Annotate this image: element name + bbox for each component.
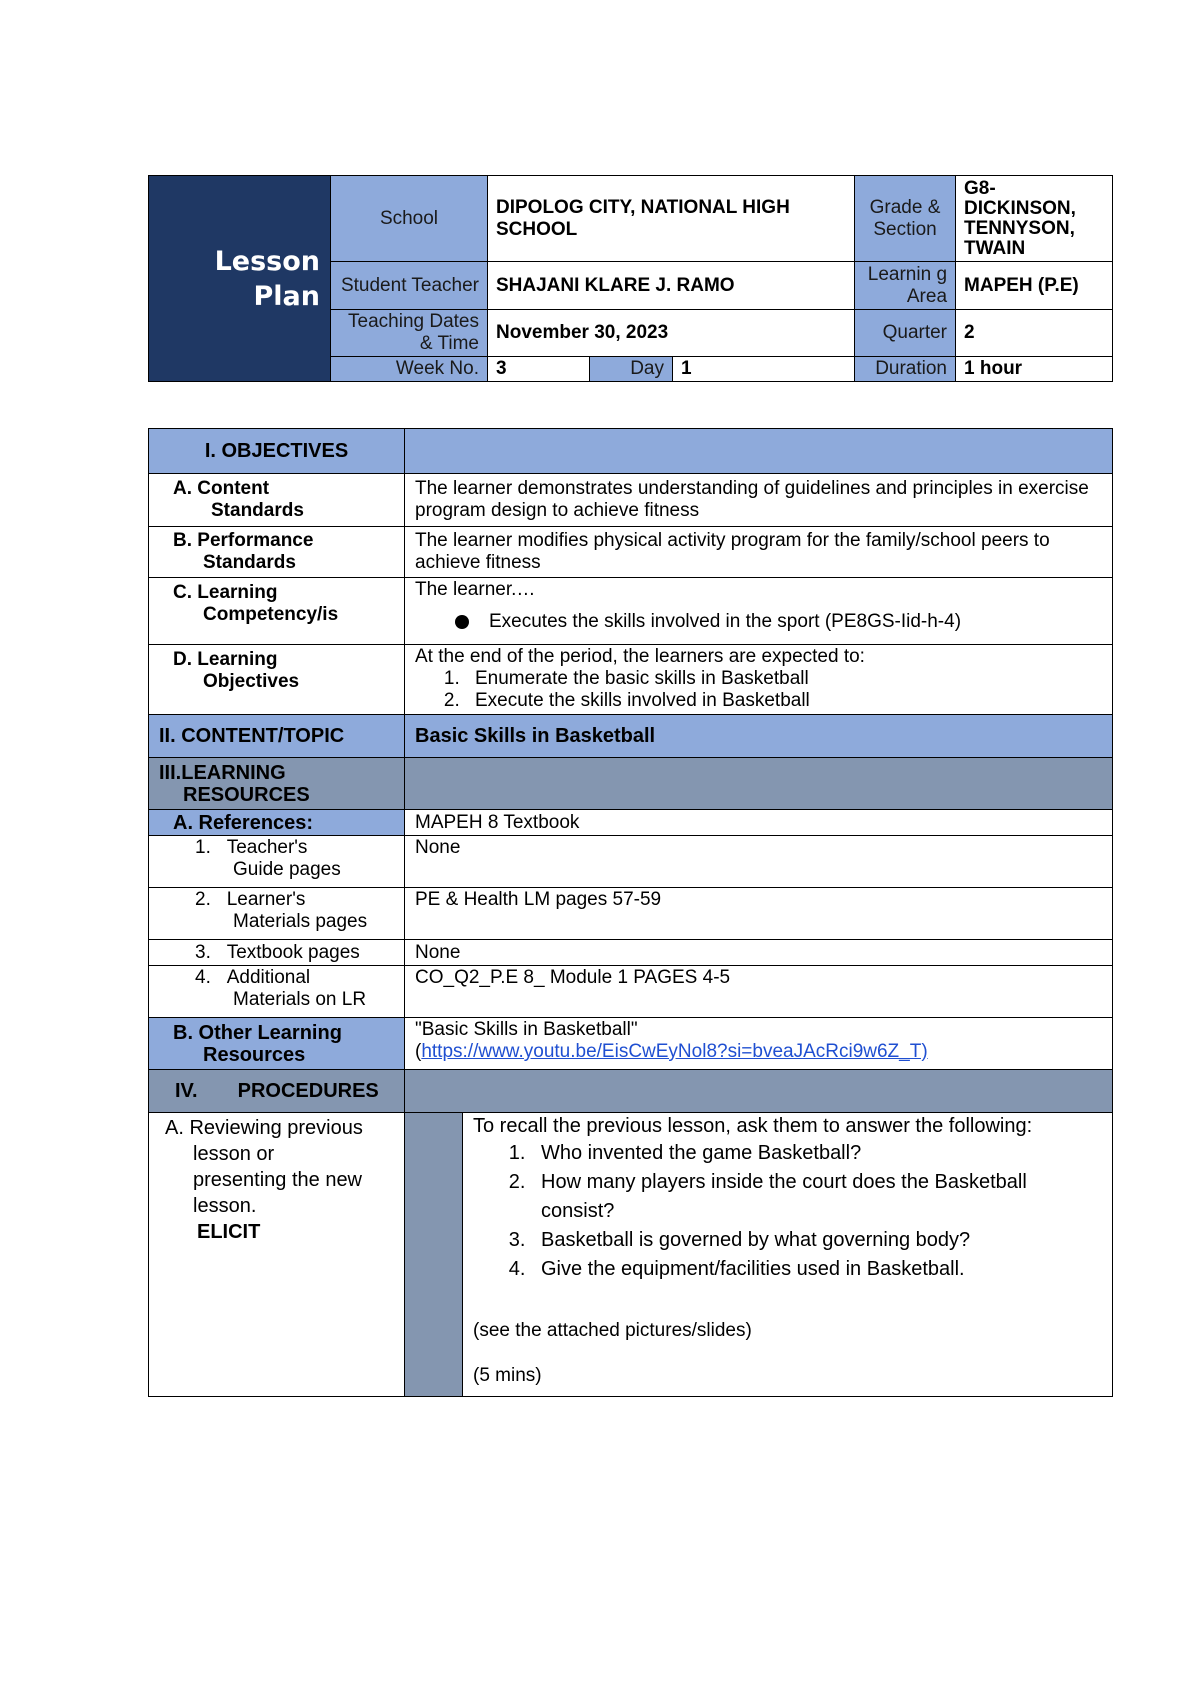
elicit-label-line1: A. Reviewing previous bbox=[165, 1117, 363, 1139]
learning-competency-intro: The learner.… bbox=[415, 579, 536, 600]
learning-resources-heading bbox=[149, 758, 405, 810]
learning-competency-label bbox=[149, 578, 405, 645]
list-item: 2. How many players inside the court does the Basketball consist? bbox=[531, 1168, 1102, 1226]
day-value: 1 bbox=[673, 357, 855, 382]
learners-materials-label-line1: Learner's bbox=[226, 889, 306, 910]
title-line-1: Lesson bbox=[214, 245, 320, 277]
other-learning-resources-label-line1: B. Other Learning bbox=[173, 1021, 342, 1044]
elicit-intro: To recall the previous lesson, ask them to answer the following: bbox=[473, 1115, 1033, 1137]
teaching-dates-label: Teaching Dates & Time bbox=[331, 310, 488, 357]
list-item: 2. Execute the skills involved in Basketball bbox=[465, 690, 1102, 712]
elicit-note: (see the attached pictures/slides) bbox=[473, 1320, 752, 1341]
performance-standards-label-line1: B. Performance bbox=[173, 530, 314, 551]
additional-materials-label bbox=[149, 966, 405, 1018]
learners-materials-value: PE & Health LM pages 57-59 bbox=[405, 888, 1113, 940]
teaching-dates-value: November 30, 2023 bbox=[488, 310, 855, 357]
objectives-heading-fill bbox=[405, 429, 1113, 474]
elicit-label-cell bbox=[149, 1113, 405, 1397]
learning-objectives-label-line1: D. Learning bbox=[173, 649, 278, 670]
additional-materials-number: 4. bbox=[195, 967, 211, 988]
lesson-plan-header-table bbox=[148, 175, 1113, 382]
performance-standards-label bbox=[149, 527, 405, 578]
textbook-pages-label bbox=[149, 940, 405, 966]
additional-materials-label-line2: Materials on LR bbox=[233, 989, 367, 1010]
other-learning-resources-value bbox=[405, 1018, 1113, 1070]
learning-competency-bullet-text: Executes the skills involved in the sport (PE8GS-Iid-h-4) bbox=[489, 611, 962, 632]
learning-competency-cell bbox=[405, 578, 1113, 645]
content-standards-text: The learner demonstrates understanding of guidelines and principles in exercise program design to achieve fitness bbox=[405, 474, 1113, 527]
learning-objectives-list bbox=[415, 668, 1102, 712]
learning-objectives-label-line2: Objectives bbox=[203, 671, 300, 692]
content-standards-label-line2: Standards bbox=[211, 500, 304, 521]
elicit-question-list bbox=[473, 1139, 1102, 1284]
learning-resources-heading-line2: RESOURCES bbox=[183, 783, 310, 806]
references-label: A. References: bbox=[149, 810, 405, 836]
learners-materials-label bbox=[149, 888, 405, 940]
learners-materials-label-line2: Materials pages bbox=[233, 911, 368, 932]
teachers-guide-label-line2: Guide pages bbox=[233, 859, 341, 880]
procedures-heading bbox=[149, 1070, 405, 1113]
objectives-heading: I. OBJECTIVES bbox=[149, 429, 405, 474]
procedures-gray-column bbox=[405, 1113, 463, 1397]
other-learning-resources-label-line2: Resources bbox=[203, 1043, 306, 1066]
elicit-label-line3: presenting the new bbox=[193, 1169, 363, 1191]
day-label: Day bbox=[590, 357, 673, 382]
textbook-pages-value: None bbox=[405, 940, 1113, 966]
teachers-guide-label bbox=[149, 836, 405, 888]
learning-area-label: Learnin g Area bbox=[855, 262, 956, 310]
duration-value: 1 hour bbox=[956, 357, 1113, 382]
textbook-pages-number: 3. bbox=[195, 941, 211, 963]
content-standards-label-line1: A. Content bbox=[173, 478, 270, 499]
elicit-content-cell bbox=[463, 1113, 1113, 1397]
student-teacher-value: SHAJANI KLARE J. RAMO bbox=[488, 262, 855, 310]
procedures-heading-fill bbox=[405, 1070, 1113, 1113]
textbook-pages-label-text: Textbook pages bbox=[226, 941, 360, 963]
learning-objectives-cell bbox=[405, 645, 1113, 715]
learning-competency-label-line2: Competency/is bbox=[203, 604, 339, 625]
references-value: MAPEH 8 Textbook bbox=[405, 810, 1113, 836]
quarter-label: Quarter bbox=[855, 310, 956, 357]
learning-area-value: MAPEH (P.E) bbox=[956, 262, 1113, 310]
additional-materials-label-line1: Additional bbox=[226, 967, 311, 988]
additional-materials-value: CO_Q2_P.E 8_ Module 1 PAGES 4-5 bbox=[405, 966, 1113, 1018]
content-topic-label: II. CONTENT/TOPIC bbox=[149, 715, 405, 758]
video-link-open-paren: ( bbox=[415, 1041, 422, 1062]
week-value: 3 bbox=[488, 357, 590, 382]
elicit-label-line4: lesson. bbox=[193, 1195, 257, 1217]
elicit-time: (5 mins) bbox=[473, 1365, 542, 1386]
content-standards-label bbox=[149, 474, 405, 527]
elicit-label-line2: lesson or bbox=[193, 1143, 275, 1165]
lesson-plan-title bbox=[149, 176, 331, 382]
list-item: 3. Basketball is governed by what governing body? bbox=[531, 1226, 1102, 1255]
teachers-guide-number: 1. bbox=[195, 837, 211, 858]
learners-materials-number: 2. bbox=[195, 889, 211, 910]
learning-objectives-label bbox=[149, 645, 405, 715]
week-label: Week No. bbox=[331, 357, 488, 382]
student-teacher-label: Student Teacher bbox=[331, 262, 488, 310]
content-topic-value: Basic Skills in Basketball bbox=[405, 715, 1113, 758]
list-item: 1. Who invented the game Basketball? bbox=[531, 1139, 1102, 1168]
bullet-dot-icon bbox=[455, 615, 469, 629]
teachers-guide-label-line1: Teacher's bbox=[226, 837, 308, 858]
procedures-heading-text: PROCEDURES bbox=[237, 1080, 379, 1102]
elicit-label-line5: ELICIT bbox=[197, 1221, 261, 1243]
procedures-heading-number: IV. bbox=[175, 1080, 198, 1102]
video-title: "Basic Skills in Basketball" bbox=[415, 1019, 638, 1040]
learning-competency-label-line1: C. Learning bbox=[173, 582, 278, 603]
learning-resources-heading-line1: III.LEARNING bbox=[159, 761, 286, 784]
school-value: DIPOLOG CITY, NATIONAL HIGH SCHOOL bbox=[488, 176, 855, 262]
list-item: 1. Enumerate the basic skills in Basketball bbox=[465, 668, 1102, 690]
grade-section-label: Grade & Section bbox=[855, 176, 956, 262]
learning-objectives-intro: At the end of the period, the learners are expected to: bbox=[415, 646, 865, 667]
learning-resources-heading-fill bbox=[405, 758, 1113, 810]
learning-competency-bullet-item bbox=[415, 611, 1102, 633]
performance-standards-text: The learner modifies physical activity program for the family/school peers to achieve fitness bbox=[405, 527, 1113, 578]
list-item: 4. Give the equipment/facilities used in Basketball. bbox=[531, 1255, 1102, 1284]
teachers-guide-value: None bbox=[405, 836, 1113, 888]
lesson-plan-body-table bbox=[148, 428, 1113, 1397]
performance-standards-label-line2: Standards bbox=[203, 552, 296, 573]
title-line-2: Plan bbox=[253, 280, 320, 312]
grade-section-value: G8-DICKINSON, TENNYSON, TWAIN bbox=[956, 176, 1113, 262]
duration-label: Duration bbox=[855, 357, 956, 382]
quarter-value: 2 bbox=[956, 310, 1113, 357]
school-label: School bbox=[331, 176, 488, 262]
video-link[interactable]: https://www.youtu.be/EisCwEyNol8?si=bveaJAcRci9w6Z_T) bbox=[421, 1041, 928, 1062]
other-learning-resources-label bbox=[149, 1018, 405, 1070]
